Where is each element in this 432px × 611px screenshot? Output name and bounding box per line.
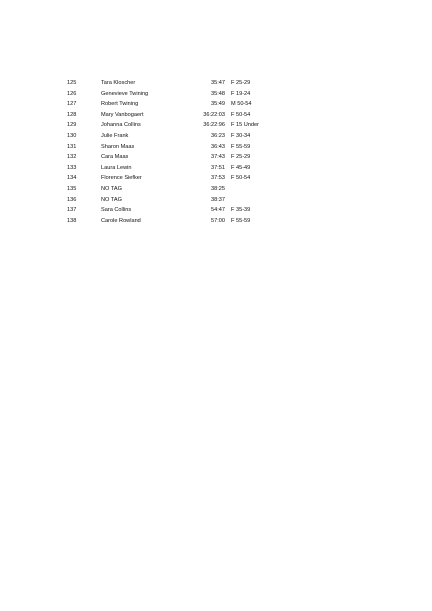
name-cell: Genevieve Twining — [101, 90, 149, 97]
place-cell: 129 — [67, 122, 77, 129]
name-cell: Robert Twining — [101, 101, 139, 108]
time-cell: 37:51 — [211, 164, 225, 171]
results-table — [0, 78, 432, 226]
name-cell: NO TAG — [101, 185, 122, 192]
place-cell: 135 — [67, 185, 77, 192]
time-cell: 36:43 — [211, 143, 225, 150]
name-cell: Sara Collins — [101, 207, 132, 214]
place-cell: 137 — [67, 207, 77, 214]
category-cell: F 25-29 — [231, 80, 251, 86]
place-cell: 136 — [67, 196, 77, 203]
category-cell: F 55-59 — [231, 217, 251, 224]
time-cell: 37:53 — [211, 175, 225, 182]
place-cell: 127 — [67, 101, 77, 108]
place-cell: 131 — [67, 143, 77, 150]
place-cell: 134 — [67, 175, 77, 182]
table-row — [0, 205, 432, 216]
category-cell: F 55-59 — [231, 143, 251, 150]
table-row — [0, 131, 432, 142]
place-cell: 133 — [67, 164, 77, 171]
time-cell: 38:25 — [211, 185, 225, 192]
time-cell: 38:37 — [211, 196, 225, 203]
category-cell: F 25-29 — [231, 154, 251, 161]
place-cell: 126 — [67, 90, 77, 97]
name-cell: Mary Vanbogaert — [101, 111, 144, 118]
table-row — [0, 163, 432, 174]
time-cell: 35:49 — [211, 101, 225, 108]
table-row — [0, 110, 432, 121]
name-cell: Tara Kloscher — [101, 80, 136, 86]
category-cell: F 15 Under — [231, 122, 259, 129]
table-row — [0, 195, 432, 206]
place-cell: 125 — [67, 80, 77, 86]
table-row — [0, 173, 432, 184]
table-row — [0, 99, 432, 110]
category-cell: F 50-54 — [231, 111, 251, 118]
table-row — [0, 216, 432, 227]
name-cell: Cara Maas — [101, 154, 129, 161]
name-cell: Sharon Maas — [101, 143, 135, 150]
time-cell: 35:47 — [211, 80, 225, 86]
time-cell: 36:23 — [211, 132, 225, 139]
name-cell: Johanna Collins — [101, 122, 141, 129]
category-cell: F 50-54 — [231, 175, 251, 182]
time-cell: 54:47 — [211, 207, 225, 214]
time-cell: 57:00 — [211, 217, 225, 224]
name-cell: Florence Siefker — [101, 175, 142, 182]
table-row — [0, 120, 432, 131]
category-cell: F 35-39 — [231, 207, 251, 214]
table-row — [0, 152, 432, 163]
place-cell: 128 — [67, 111, 77, 118]
place-cell: 138 — [67, 217, 77, 224]
category-cell: F 30-34 — [231, 132, 251, 139]
table-row — [0, 142, 432, 153]
time-cell: 36:22:96 — [203, 122, 225, 129]
category-cell: F 19-24 — [231, 90, 251, 97]
name-cell: Carole Rowland — [101, 217, 141, 224]
category-cell: M 50-54 — [231, 101, 252, 108]
table-row — [0, 184, 432, 195]
table-row — [0, 78, 432, 89]
time-cell: 36:22:03 — [203, 111, 225, 118]
place-cell: 130 — [67, 132, 77, 139]
name-cell: NO TAG — [101, 196, 122, 203]
name-cell: Julie Frank — [101, 132, 129, 139]
table-row — [0, 89, 432, 100]
name-cell: Laura Lewin — [101, 164, 132, 171]
time-cell: 35:48 — [211, 90, 225, 97]
category-cell: F 45-49 — [231, 164, 251, 171]
place-cell: 132 — [67, 154, 77, 161]
time-cell: 37:43 — [211, 154, 225, 161]
